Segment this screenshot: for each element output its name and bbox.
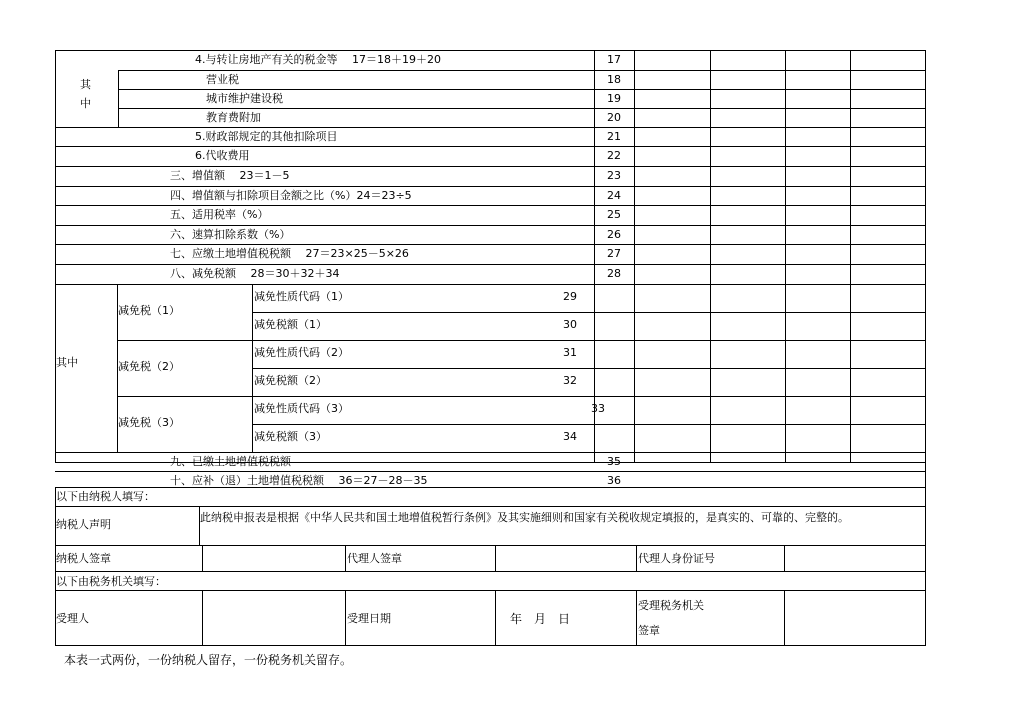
row-number-20: 20 xyxy=(607,111,621,124)
table-rule xyxy=(785,50,786,463)
row-number-28: 28 xyxy=(607,267,621,280)
reduction-amount-label-1: 减免税额（1） xyxy=(254,318,327,331)
row-number-19: 19 xyxy=(607,92,621,105)
table-rule xyxy=(117,396,926,397)
row-number-32: 32 xyxy=(563,374,577,387)
reduction-amount-label-2: 减免税额（2） xyxy=(254,374,327,387)
table-rule xyxy=(636,590,637,646)
declaration-label: 纳税人声明 xyxy=(56,518,111,531)
table-rule xyxy=(345,545,346,572)
row-number-23: 23 xyxy=(607,169,621,182)
table-rule xyxy=(55,186,926,187)
table-rule xyxy=(710,50,711,463)
row-label-20: 教育费附加 xyxy=(206,111,261,124)
form-footnote: 本表一式两份，一份纳税人留存，一份税务机关留存。 xyxy=(64,653,353,667)
table-rule xyxy=(55,166,926,167)
row-number-18: 18 xyxy=(607,73,621,86)
table-rule xyxy=(55,127,119,128)
table-rule xyxy=(252,368,926,369)
table-rule xyxy=(495,545,496,572)
row-number-24: 24 xyxy=(607,189,621,202)
table-rule xyxy=(55,50,926,51)
table-rule xyxy=(55,571,926,572)
table-rule xyxy=(495,590,496,646)
row-label-23: 三、增值额 23＝1－5 xyxy=(170,169,290,182)
row-number-21: 21 xyxy=(607,130,621,143)
tax-office-heading: 以下由税务机关填写： xyxy=(56,575,166,588)
receive-date-label: 受理日期 xyxy=(347,612,391,625)
table-rule xyxy=(55,50,56,463)
table-rule xyxy=(118,70,926,71)
table-rule xyxy=(55,127,926,128)
table-rule xyxy=(55,645,926,646)
table-rule xyxy=(55,590,926,591)
tax-office-seal-label: 签章 xyxy=(638,624,660,637)
row-label-26: 六、速算扣除系数（%） xyxy=(170,228,291,241)
table-rule xyxy=(55,471,926,472)
table-rule xyxy=(118,89,926,90)
row-number-31: 31 xyxy=(563,346,577,359)
row-label-17: 4.与转让房地产有关的税金等 17＝18＋19＋20 xyxy=(195,53,441,66)
table-rule xyxy=(55,284,926,285)
tax-office-label: 受理税务机关 xyxy=(638,599,704,612)
row-label-24: 四、增值额与扣除项目金额之比（%）24＝23÷5 xyxy=(170,189,412,202)
reduction-group-label: 其中 xyxy=(56,356,78,369)
table-rule xyxy=(634,50,635,463)
row-number-26: 26 xyxy=(607,228,621,241)
declaration-text: 此纳税申报表是根据《中华人民共和国土地增值税暂行条例》及其实施细则和国家有关税收规定填报的，是真实的、可靠的、完整的。 xyxy=(200,511,849,524)
receive-date-value: 年 月 日 xyxy=(510,612,571,626)
reduction-code-label-2: 减免性质代码（2） xyxy=(254,346,349,359)
row-number-27: 27 xyxy=(607,247,621,260)
table-rule xyxy=(55,225,926,226)
table-rule xyxy=(925,50,926,646)
table-rule xyxy=(55,244,926,245)
table-rule xyxy=(118,70,119,128)
table-rule xyxy=(252,424,926,425)
row-label-21: 5.财政部规定的其他扣除项目 xyxy=(195,130,338,143)
table-rule xyxy=(55,487,926,488)
reduction-amount-label-3: 减免税额（3） xyxy=(254,430,327,443)
qi-zhong-label-top: 其 xyxy=(80,78,91,91)
table-rule xyxy=(202,545,203,572)
table-rule xyxy=(55,264,926,265)
row-label-25: 五、适用税率（%） xyxy=(170,208,269,221)
table-rule xyxy=(55,146,926,147)
reduction-name-1: 减免税（1） xyxy=(118,304,180,317)
table-rule xyxy=(784,590,785,646)
taxpayer-heading: 以下由纳税人填写： xyxy=(56,490,155,503)
row-label-28: 八、减免税额 28＝30＋32＋34 xyxy=(170,267,340,280)
table-rule xyxy=(55,205,926,206)
row-number-17: 17 xyxy=(607,53,621,66)
row-number-25: 25 xyxy=(607,208,621,221)
table-rule xyxy=(202,590,203,646)
row-label-27: 七、应缴土地增值税税额 27＝23×25－5×26 xyxy=(170,247,409,260)
agent-id-label: 代理人身份证号 xyxy=(638,552,715,565)
table-rule xyxy=(117,340,926,341)
agent-signature-label: 代理人签章 xyxy=(347,552,402,565)
table-rule xyxy=(784,545,785,572)
table-rule xyxy=(850,50,851,463)
row-label-22: 6.代收费用 xyxy=(195,149,250,162)
row-label-18: 营业税 xyxy=(206,73,239,86)
taxpayer-signature-label: 纳税人签章 xyxy=(56,552,111,565)
receiver-label: 受理人 xyxy=(56,612,89,625)
table-rule xyxy=(345,590,346,646)
row-number-29: 29 xyxy=(563,290,577,303)
row-label-35: 九、已缴土地增值税税额 xyxy=(170,455,291,468)
reduction-code-label-3: 减免性质代码（3） xyxy=(254,402,349,415)
reduction-name-2: 减免税（2） xyxy=(118,360,180,373)
table-rule xyxy=(252,312,926,313)
row-number-34: 34 xyxy=(563,430,577,443)
table-rule xyxy=(636,545,637,572)
qi-zhong-label-bottom: 中 xyxy=(80,97,91,110)
row-label-36: 十、应补（退）土地增值税税额 36＝27－28－35 xyxy=(170,474,428,487)
row-number-30: 30 xyxy=(563,318,577,331)
row-number-33: 33 xyxy=(591,402,605,415)
table-rule xyxy=(55,506,926,507)
table-rule xyxy=(118,108,926,109)
row-number-35: 35 xyxy=(607,455,621,468)
row-number-22: 22 xyxy=(607,149,621,162)
reduction-name-3: 减免税（3） xyxy=(118,416,180,429)
reduction-code-label-1: 减免性质代码（1） xyxy=(254,290,349,303)
table-rule xyxy=(55,545,926,546)
row-number-36: 36 xyxy=(607,474,621,487)
table-rule xyxy=(55,452,926,453)
row-label-19: 城市维护建设税 xyxy=(206,92,283,105)
